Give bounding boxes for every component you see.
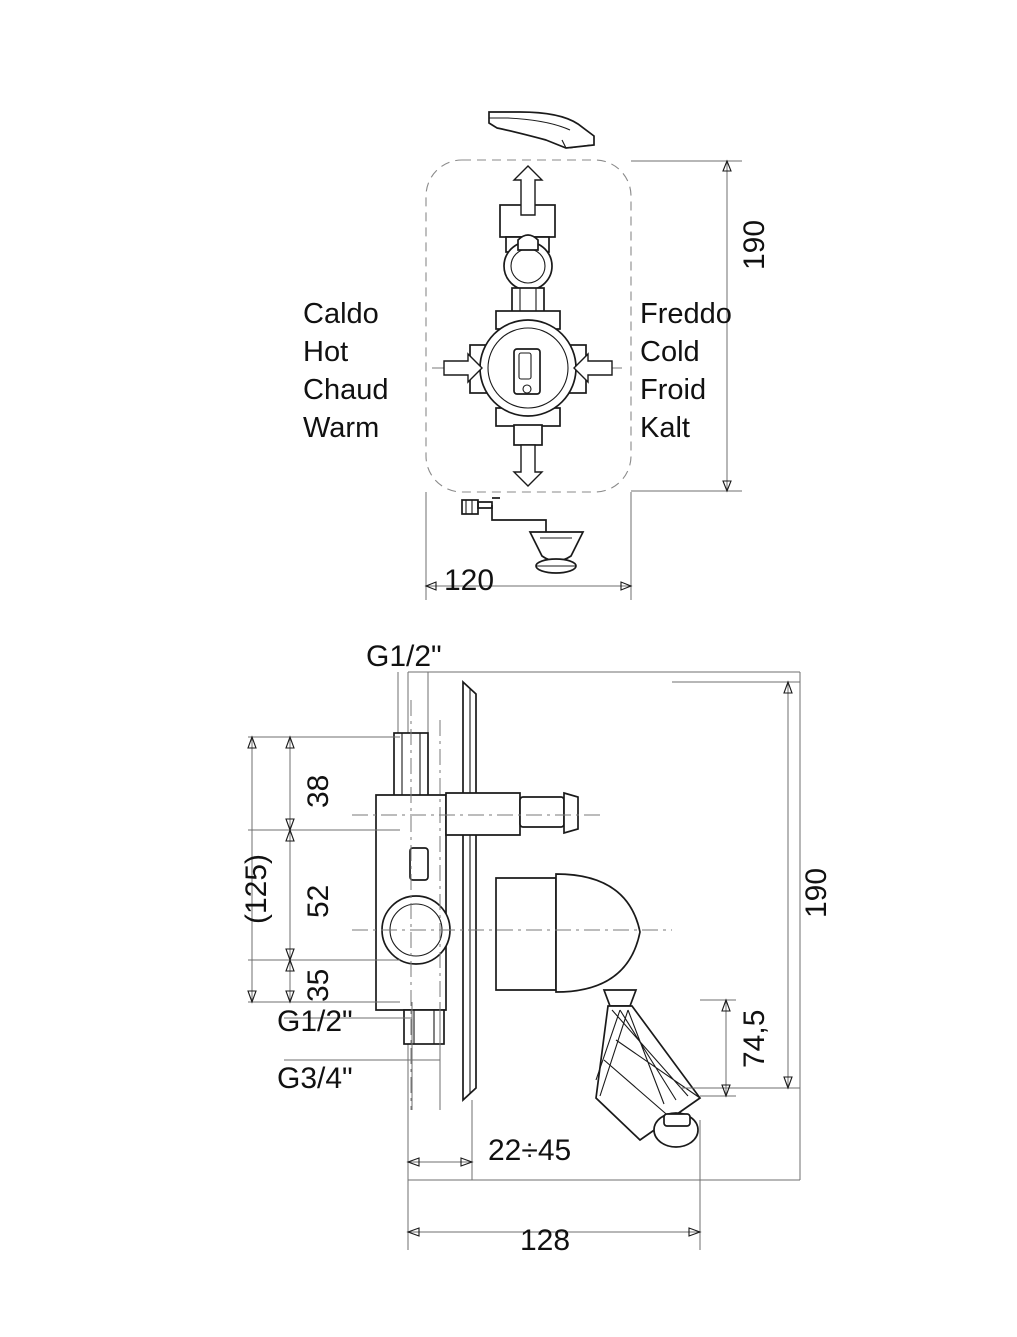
dim-wall-thickness: 22÷45 — [488, 1134, 572, 1167]
label-froid: Froid — [640, 374, 707, 406]
label-thread-top: G1/2" — [366, 640, 442, 673]
thermostat-handle-side — [496, 874, 700, 1147]
dim-top-120: 120 — [444, 564, 495, 597]
spout-outlet — [489, 112, 594, 148]
label-caldo: Caldo — [303, 298, 379, 330]
dim-top-190: 190 — [738, 219, 771, 270]
label-warm: Warm — [303, 412, 380, 444]
wall-plate — [463, 682, 476, 1100]
label-hot: Hot — [303, 336, 349, 368]
flow-arrow-down — [514, 445, 542, 486]
label-chaud: Chaud — [303, 374, 389, 406]
dim-745: 74,5 — [738, 1009, 771, 1068]
label-cold: Cold — [640, 336, 700, 368]
label-kalt: Kalt — [640, 412, 690, 444]
label-thread-bottom-2: G3/4" — [277, 1062, 353, 1095]
dim-35: 35 — [302, 968, 335, 1002]
dim-125: (125) — [240, 853, 273, 924]
dim-52: 52 — [302, 884, 335, 918]
dim-128: 128 — [520, 1224, 571, 1257]
diverter-body-top — [500, 205, 555, 312]
thermostat-body-top — [470, 311, 586, 445]
label-freddo: Freddo — [640, 298, 732, 330]
label-thread-bottom-1: G1/2" — [277, 1005, 353, 1038]
dim-side-190: 190 — [800, 867, 833, 918]
dim-38: 38 — [302, 774, 335, 808]
